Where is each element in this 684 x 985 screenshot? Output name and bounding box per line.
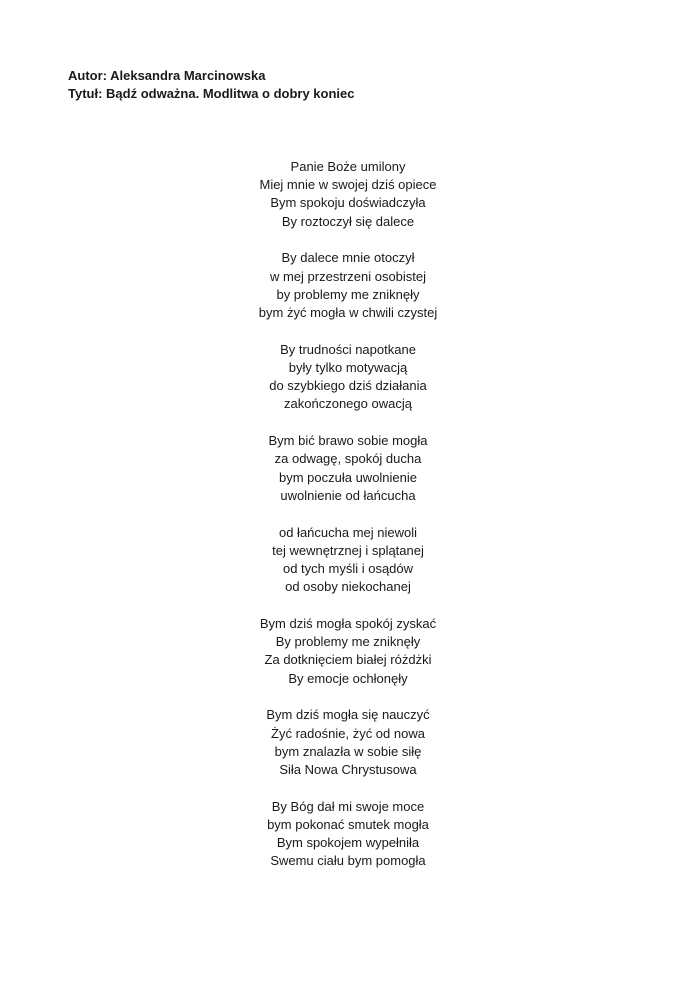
poem-line: były tylko motywacją bbox=[288, 360, 408, 376]
poem-line: w mej przestrzeni osobistej bbox=[269, 268, 427, 284]
stanza bbox=[148, 706, 548, 779]
poem-line: Żyć radośnie, żyć od nowa bbox=[271, 725, 425, 741]
poem-line: od tych myśli i osądów bbox=[282, 561, 414, 577]
poem-line: od łańcucha mej niewoli bbox=[278, 524, 418, 540]
poem-line: by problemy me zniknęły bbox=[276, 286, 420, 302]
poem-line: Miej mnie w swojej dziś opiece bbox=[259, 177, 437, 193]
poem-line: By roztoczył się dalece bbox=[281, 213, 415, 229]
poem-line: bym pokonać smutek mogła bbox=[267, 817, 429, 833]
poem-line: By problemy me zniknęły bbox=[275, 634, 421, 650]
stanza bbox=[148, 158, 548, 231]
stanza bbox=[148, 341, 548, 414]
poem-line: uwolnienie od łańcucha bbox=[280, 487, 416, 503]
poem-line: od osoby niekochanej bbox=[285, 579, 411, 595]
poem-line: bym znalazła w sobie siłę bbox=[274, 743, 422, 759]
document-header bbox=[68, 67, 355, 103]
poem-line: Bym dziś mogła spokój zyskać bbox=[259, 616, 437, 632]
author-line: Autor: Aleksandra Marcinowska bbox=[68, 68, 266, 83]
stanza bbox=[148, 798, 548, 871]
poem-line: By dalece mnie otoczył bbox=[281, 250, 415, 266]
poem-line: Siła Nowa Chrystusowa bbox=[279, 762, 417, 778]
poem-line: bym żyć mogła w chwili czystej bbox=[258, 305, 438, 321]
poem-line: Bym spokojem wypełniła bbox=[276, 835, 420, 851]
poem-line: zakończonego owacją bbox=[284, 396, 412, 412]
stanza bbox=[148, 432, 548, 505]
stanza bbox=[148, 249, 548, 322]
stanza bbox=[148, 524, 548, 597]
title-line: Tytuł: Bądź odważna. Modlitwa o dobry koniec bbox=[68, 86, 355, 101]
poem-line: Swemu ciału bym pomogła bbox=[270, 853, 426, 869]
poem-line: za odwagę, spokój ducha bbox=[274, 451, 422, 467]
stanza bbox=[148, 615, 548, 688]
poem-line: Panie Boże umilony bbox=[290, 159, 406, 174]
poem-line: Bym dziś mogła się nauczyć bbox=[266, 707, 430, 723]
poem-line: bym poczuła uwolnienie bbox=[278, 469, 418, 485]
poem-line: Za dotknięciem białej różdżki bbox=[264, 652, 432, 668]
poem-line: tej wewnętrznej i splątanej bbox=[272, 542, 424, 558]
poem-body bbox=[148, 158, 548, 889]
poem-line: By trudności napotkane bbox=[280, 341, 416, 357]
poem-line: By Bóg dał mi swoje moce bbox=[271, 798, 425, 814]
poem-line: Bym spokoju doświadczyła bbox=[270, 195, 426, 211]
poem-line: Bym bić brawo sobie mogła bbox=[268, 433, 428, 449]
poem-line: do szybkiego dziś działania bbox=[269, 378, 427, 394]
poem-line: By emocje ochłonęły bbox=[288, 670, 408, 686]
